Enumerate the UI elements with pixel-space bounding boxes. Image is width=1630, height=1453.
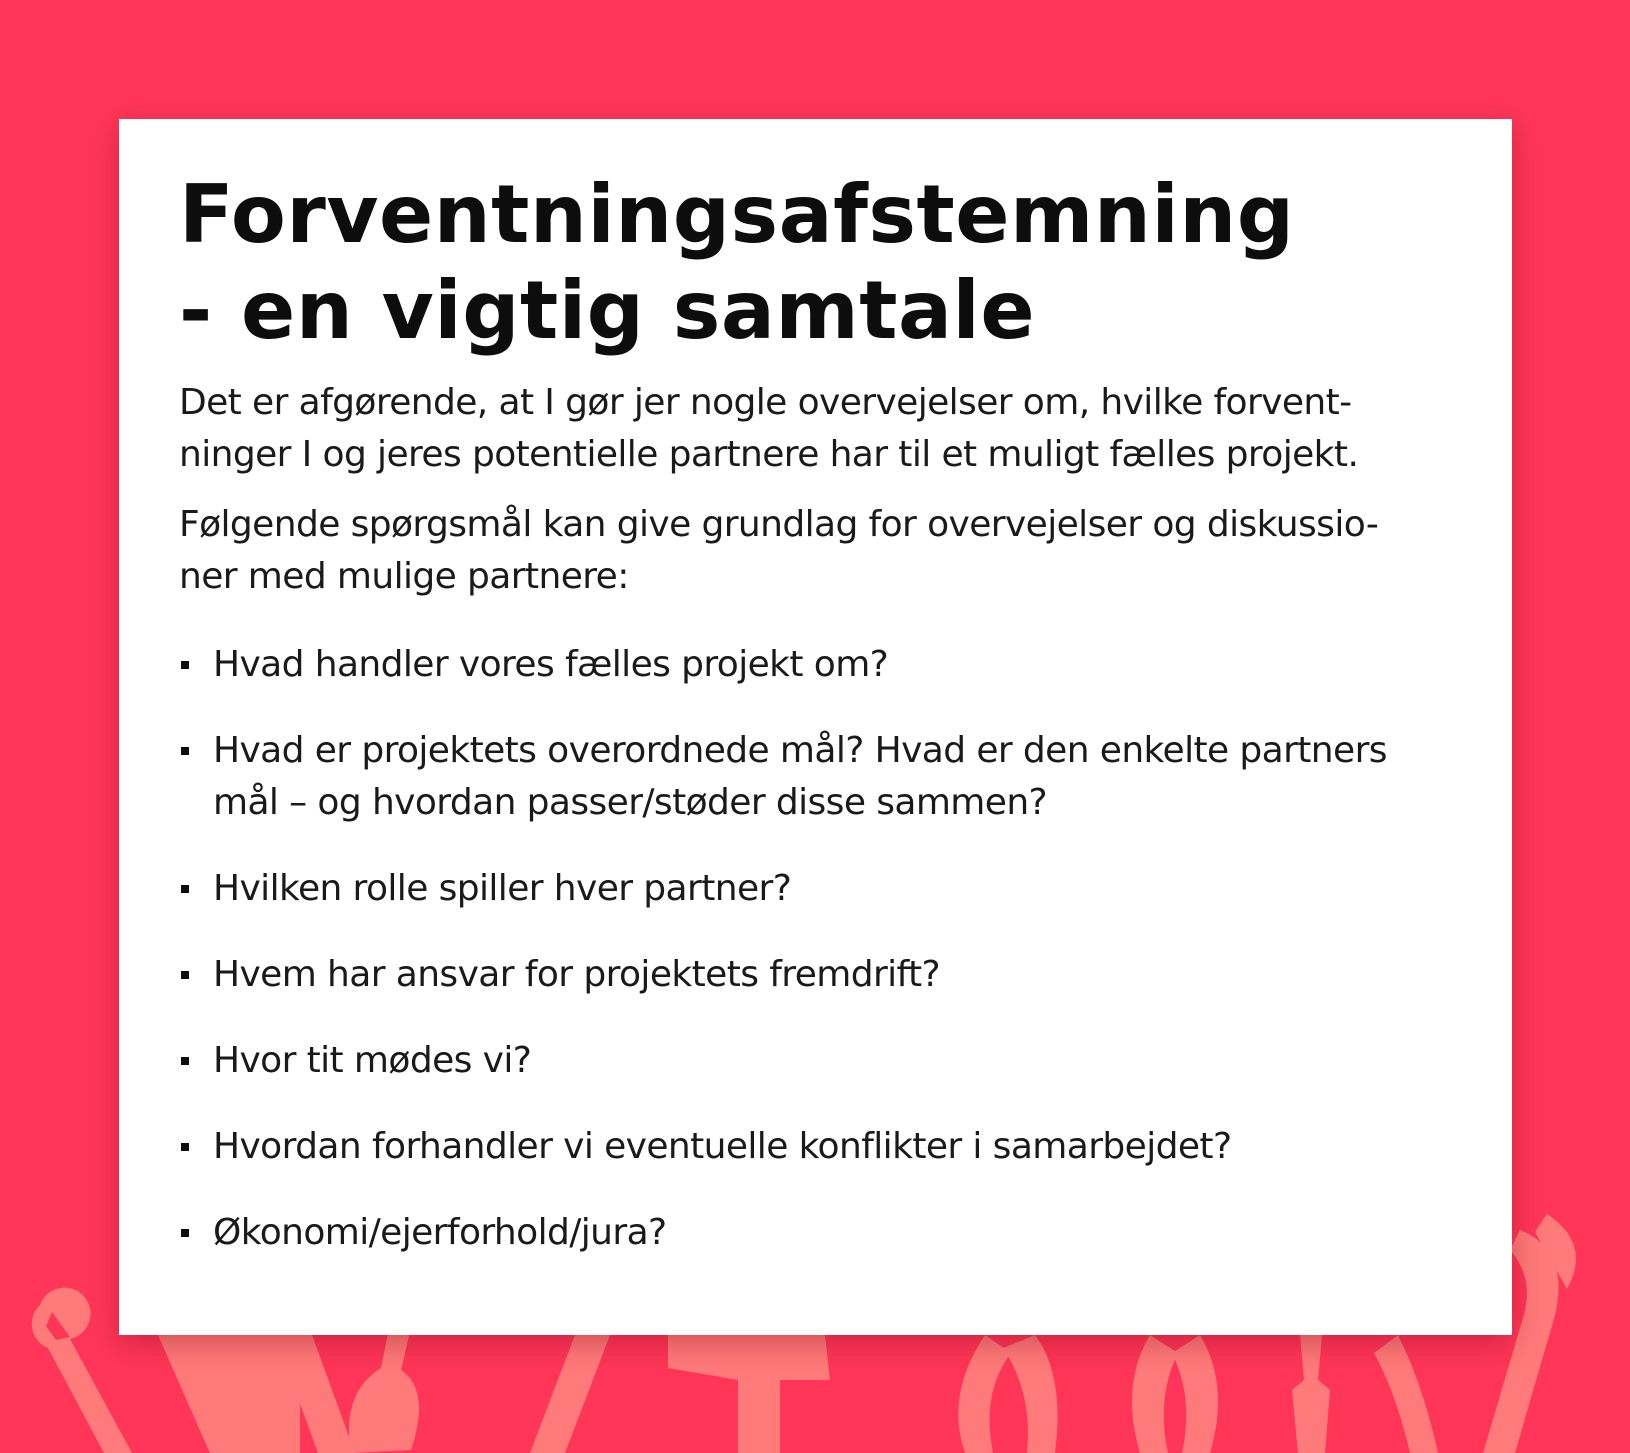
paragraph-line: Det er afgørende, at I gør jer nogle overvejelser om, hvilke forvent- (179, 382, 1352, 423)
bullet-icon (181, 1057, 189, 1065)
list-item (179, 1121, 1452, 1173)
list-item (179, 1035, 1452, 1087)
hammer-icon (668, 1335, 830, 1453)
screwdriver-icon (1292, 1335, 1330, 1453)
list-item (179, 725, 1452, 829)
title-line: - en vigtig samtale (179, 264, 1036, 357)
list-item-text: Hvad handler vores fælles projekt om? (213, 644, 889, 685)
list-item-text: Hvem har ansvar for projektets fremdrift? (213, 954, 941, 995)
list-item (179, 949, 1452, 1001)
bullet-icon (181, 747, 189, 755)
pliers-icon (1374, 1335, 1438, 1453)
list-item-text: Hvilken rolle spiller hver partner? (213, 868, 792, 909)
saw-icon (158, 1335, 355, 1453)
page-title (179, 167, 1452, 359)
wrench-icon (32, 1288, 132, 1453)
bullet-icon (181, 885, 189, 893)
bullet-icon (181, 661, 189, 669)
list-item (179, 863, 1452, 915)
list-item (179, 639, 1452, 691)
paragraph-line: Følgende spørgsmål kan give grundlag for overvejelser og diskussio- (179, 504, 1379, 545)
bullet-icon (181, 1143, 189, 1151)
list-item (179, 1207, 1452, 1259)
pliers-icon (530, 1335, 610, 1453)
list-item-text: Hvor tit mødes vi? (213, 1040, 532, 1081)
bullet-icon (181, 1229, 189, 1237)
list-item-text: mål – og hvordan passer/støder disse sammen? (213, 782, 1048, 823)
pliers-icon (958, 1335, 1057, 1453)
question-list (179, 639, 1452, 1259)
pliers-icon (1132, 1335, 1218, 1453)
intro-paragraph (179, 377, 1452, 481)
list-item-text: Økonomi/ejerforhold/jura? (213, 1212, 667, 1253)
content-card (119, 119, 1512, 1335)
title-line: Forventningsafstemning (179, 168, 1295, 261)
paragraph-line: ninger I og jeres potentielle partnere har til et muligt fælles projekt. (179, 434, 1359, 475)
list-item-text: Hvordan forhandler vi eventuelle konflikter i samarbejdet? (213, 1126, 1232, 1167)
bullet-icon (181, 971, 189, 979)
intro-paragraph (179, 499, 1452, 603)
list-item-text: Hvad er projektets overordnede mål? Hvad er den enkelte partners (213, 730, 1387, 771)
paragraph-line: ner med mulige partnere: (179, 556, 629, 597)
